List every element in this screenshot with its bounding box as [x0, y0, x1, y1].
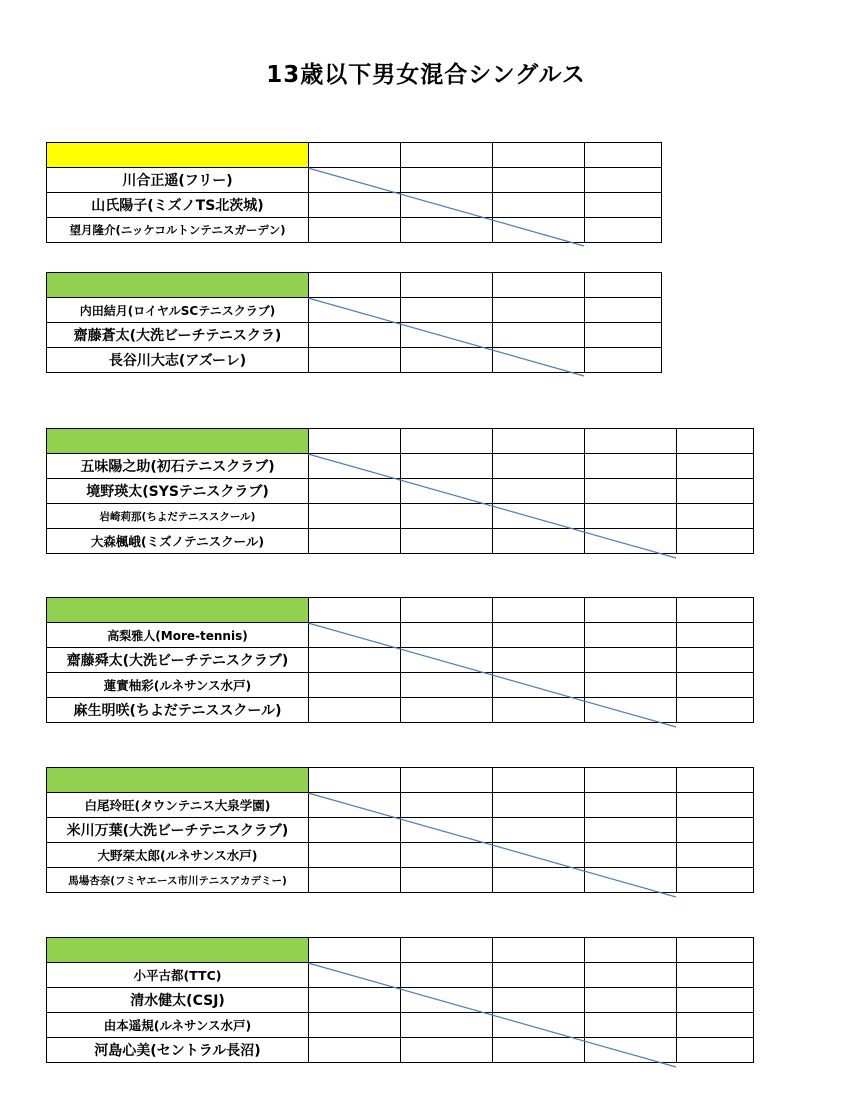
score-header-cell: [309, 768, 401, 793]
score-header-cell: [401, 429, 493, 454]
score-cell: [677, 454, 754, 479]
score-cell: [677, 1013, 754, 1038]
player-row: [47, 698, 754, 723]
player-name: 齋藤舜太(大洗ビーチテニスクラブ): [47, 648, 309, 673]
group-header-cell: [47, 938, 309, 963]
player-row: [47, 623, 754, 648]
score-cell: [585, 623, 677, 648]
player-name: 境野瑛太(SYSテニスクラブ): [47, 479, 309, 504]
score-header-cell: [677, 429, 754, 454]
score-cell: [585, 168, 662, 193]
score-header-cell: [493, 768, 585, 793]
group-header-row: [47, 273, 662, 298]
score-cell: [585, 504, 677, 529]
score-header-cell: [585, 768, 677, 793]
group-3: [46, 428, 754, 554]
player-name: 齋藤蒼太(大洗ビーチテニスクラ): [47, 323, 309, 348]
score-cell: [677, 843, 754, 868]
group-table: [46, 428, 754, 554]
player-name: 麻生明咲(ちよだテニススクール): [47, 698, 309, 723]
group-header-cell: [47, 768, 309, 793]
score-cell: [585, 1038, 677, 1063]
score-cell: [493, 454, 585, 479]
score-cell: [401, 673, 493, 698]
score-cell: [493, 323, 585, 348]
score-header-cell: [585, 938, 677, 963]
score-cell: [401, 218, 493, 243]
player-name: 蓮實柚彩(ルネサンス水戸): [47, 673, 309, 698]
score-cell: [401, 168, 493, 193]
score-cell: [401, 988, 493, 1013]
score-cell: [309, 1038, 401, 1063]
score-cell: [309, 298, 401, 323]
player-row: [47, 843, 754, 868]
group-header-cell: [47, 143, 309, 168]
score-cell: [309, 193, 401, 218]
score-header-cell: [401, 938, 493, 963]
score-cell: [493, 504, 585, 529]
score-header-cell: [677, 598, 754, 623]
score-cell: [585, 818, 677, 843]
player-row: [47, 218, 662, 243]
page-title: 13歳以下男女混合シングルス: [266, 62, 586, 88]
player-name: 山氏陽子(ミズノTS北茨城): [47, 193, 309, 218]
score-header-cell: [493, 429, 585, 454]
player-name: 清水健太(CSJ): [47, 988, 309, 1013]
score-cell: [309, 818, 401, 843]
score-cell: [309, 454, 401, 479]
score-cell: [309, 218, 401, 243]
score-header-cell: [585, 143, 662, 168]
score-cell: [493, 348, 585, 373]
score-cell: [677, 673, 754, 698]
score-header-cell: [309, 143, 401, 168]
score-cell: [309, 698, 401, 723]
player-row: [47, 193, 662, 218]
score-cell: [493, 963, 585, 988]
score-cell: [677, 479, 754, 504]
score-header-cell: [401, 768, 493, 793]
group-header-row: [47, 598, 754, 623]
score-cell: [585, 868, 677, 893]
score-cell: [677, 793, 754, 818]
group-table: [46, 272, 662, 373]
score-cell: [309, 868, 401, 893]
score-header-cell: [309, 429, 401, 454]
score-cell: [585, 454, 677, 479]
score-cell: [677, 868, 754, 893]
score-header-cell: [493, 273, 585, 298]
group-4: [46, 597, 754, 723]
score-cell: [309, 648, 401, 673]
score-cell: [585, 479, 677, 504]
player-row: [47, 868, 754, 893]
score-cell: [401, 868, 493, 893]
player-row: [47, 1038, 754, 1063]
group-table: [46, 937, 754, 1063]
score-cell: [309, 988, 401, 1013]
group-table: [46, 767, 754, 893]
score-cell: [401, 648, 493, 673]
score-cell: [493, 868, 585, 893]
score-cell: [309, 843, 401, 868]
score-cell: [493, 818, 585, 843]
score-cell: [493, 843, 585, 868]
score-header-cell: [309, 938, 401, 963]
group-header-row: [47, 143, 662, 168]
player-name: 米川万葉(大洗ビーチテニスクラブ): [47, 818, 309, 843]
player-row: [47, 988, 754, 1013]
player-name: 岩崎莉那(ちよだテニススクール): [47, 504, 309, 529]
score-cell: [309, 168, 401, 193]
score-header-cell: [493, 938, 585, 963]
score-cell: [309, 1013, 401, 1038]
player-name: 長谷川大志(アズーレ): [47, 348, 309, 373]
score-cell: [493, 479, 585, 504]
player-row: [47, 504, 754, 529]
score-cell: [677, 818, 754, 843]
score-cell: [493, 1013, 585, 1038]
player-name: 高梨雅人(More-tennis): [47, 623, 309, 648]
player-row: [47, 673, 754, 698]
score-header-cell: [309, 598, 401, 623]
group-6: [46, 937, 754, 1063]
group-table: [46, 142, 662, 243]
score-cell: [585, 323, 662, 348]
score-cell: [493, 298, 585, 323]
score-cell: [677, 963, 754, 988]
score-cell: [493, 218, 585, 243]
score-cell: [401, 504, 493, 529]
player-row: [47, 963, 754, 988]
score-cell: [493, 988, 585, 1013]
score-cell: [493, 193, 585, 218]
group-1: [46, 142, 662, 243]
score-cell: [585, 218, 662, 243]
group-5: [46, 767, 754, 893]
score-cell: [585, 793, 677, 818]
score-header-cell: [309, 273, 401, 298]
score-cell: [493, 793, 585, 818]
group-header-cell: [47, 273, 309, 298]
score-cell: [585, 348, 662, 373]
score-cell: [585, 673, 677, 698]
score-header-cell: [677, 768, 754, 793]
player-name: 五味陽之助(初石テニスクラブ): [47, 454, 309, 479]
score-cell: [309, 529, 401, 554]
player-row: [47, 793, 754, 818]
score-cell: [585, 698, 677, 723]
score-cell: [401, 623, 493, 648]
score-cell: [585, 1013, 677, 1038]
player-name: 白尾玲旺(タウンテニス大泉学園): [47, 793, 309, 818]
score-cell: [493, 168, 585, 193]
score-cell: [585, 843, 677, 868]
score-cell: [585, 298, 662, 323]
score-cell: [401, 1013, 493, 1038]
group-header-row: [47, 938, 754, 963]
score-cell: [401, 843, 493, 868]
player-name: 由本遥規(ルネサンス水戸): [47, 1013, 309, 1038]
score-cell: [585, 988, 677, 1013]
score-cell: [585, 193, 662, 218]
score-cell: [677, 648, 754, 673]
score-cell: [677, 504, 754, 529]
player-row: [47, 529, 754, 554]
score-header-cell: [677, 938, 754, 963]
score-header-cell: [401, 273, 493, 298]
score-cell: [493, 648, 585, 673]
score-cell: [401, 193, 493, 218]
score-cell: [677, 623, 754, 648]
score-cell: [493, 529, 585, 554]
player-name: 馬場杏奈(フミヤエース市川テニスアカデミー): [47, 868, 309, 893]
score-cell: [401, 323, 493, 348]
player-name: 河島心美(セントラル長沼): [47, 1038, 309, 1063]
score-cell: [677, 1038, 754, 1063]
score-cell: [309, 479, 401, 504]
score-cell: [677, 698, 754, 723]
player-row: [47, 454, 754, 479]
player-row: [47, 298, 662, 323]
score-cell: [309, 623, 401, 648]
player-row: [47, 348, 662, 373]
score-cell: [309, 323, 401, 348]
score-cell: [309, 963, 401, 988]
player-row: [47, 648, 754, 673]
player-name: 小平古都(TTC): [47, 963, 309, 988]
score-header-cell: [493, 143, 585, 168]
score-cell: [401, 454, 493, 479]
score-header-cell: [401, 143, 493, 168]
score-cell: [401, 298, 493, 323]
score-cell: [493, 1038, 585, 1063]
group-header-cell: [47, 598, 309, 623]
player-name: 川合正遥(フリー): [47, 168, 309, 193]
player-name: 大森楓峨(ミズノテニスクール): [47, 529, 309, 554]
score-cell: [493, 623, 585, 648]
score-cell: [309, 348, 401, 373]
score-cell: [401, 348, 493, 373]
player-name: 内田結月(ロイヤルSCテニスクラブ): [47, 298, 309, 323]
group-header-cell: [47, 429, 309, 454]
group-header-row: [47, 768, 754, 793]
score-cell: [309, 793, 401, 818]
player-name: 望月隆介(ニッケコルトンテニスガーデン): [47, 218, 309, 243]
score-cell: [401, 818, 493, 843]
score-cell: [585, 529, 677, 554]
player-row: [47, 168, 662, 193]
score-cell: [401, 698, 493, 723]
score-cell: [677, 529, 754, 554]
score-cell: [585, 963, 677, 988]
player-row: [47, 818, 754, 843]
score-cell: [401, 963, 493, 988]
group-table: [46, 597, 754, 723]
group-header-row: [47, 429, 754, 454]
score-cell: [309, 504, 401, 529]
player-row: [47, 479, 754, 504]
score-header-cell: [401, 598, 493, 623]
score-cell: [493, 698, 585, 723]
score-cell: [401, 1038, 493, 1063]
player-row: [47, 1013, 754, 1038]
score-header-cell: [585, 429, 677, 454]
score-cell: [401, 479, 493, 504]
score-header-cell: [493, 598, 585, 623]
score-cell: [677, 988, 754, 1013]
score-header-cell: [585, 273, 662, 298]
group-2: [46, 272, 662, 373]
player-name: 大野栞太郎(ルネサンス水戸): [47, 843, 309, 868]
score-cell: [401, 793, 493, 818]
score-cell: [401, 529, 493, 554]
score-header-cell: [585, 598, 677, 623]
score-cell: [585, 648, 677, 673]
score-cell: [493, 673, 585, 698]
player-row: [47, 323, 662, 348]
score-cell: [309, 673, 401, 698]
